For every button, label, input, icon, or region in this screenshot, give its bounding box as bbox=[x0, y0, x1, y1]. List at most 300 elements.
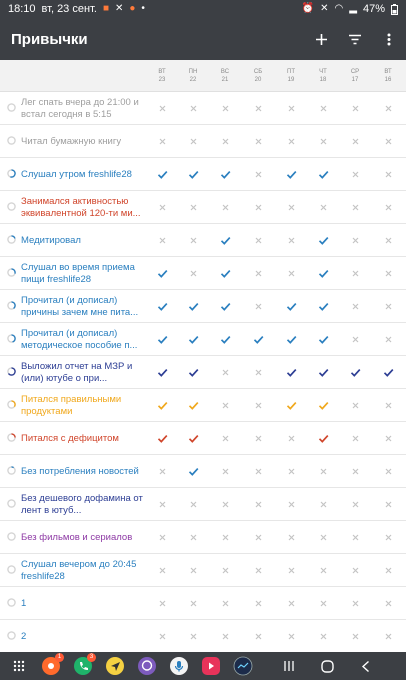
habit-row[interactable] bbox=[0, 389, 406, 422]
habit-check-done[interactable] bbox=[178, 367, 208, 378]
habit-row[interactable] bbox=[0, 521, 406, 554]
habit-check-missed[interactable] bbox=[340, 499, 370, 510]
cross-icon bbox=[350, 136, 361, 147]
cross-icon bbox=[188, 631, 199, 642]
navigation-bar bbox=[0, 652, 406, 680]
habit-check-missed[interactable] bbox=[373, 532, 403, 543]
habit-check-missed[interactable] bbox=[276, 433, 306, 444]
habit-check-missed[interactable] bbox=[340, 466, 370, 477]
habit-name[interactable] bbox=[21, 95, 146, 122]
habit-check-missed[interactable] bbox=[340, 565, 370, 576]
habit-score-ring-icon bbox=[7, 532, 16, 541]
habit-check-missed[interactable] bbox=[178, 532, 208, 543]
cross-icon bbox=[350, 103, 361, 114]
habit-check-missed[interactable] bbox=[308, 136, 338, 147]
cross-icon bbox=[286, 631, 297, 642]
habit-check-done[interactable] bbox=[178, 169, 208, 180]
check-icon bbox=[157, 367, 168, 378]
habit-name[interactable] bbox=[21, 524, 146, 551]
check-icon bbox=[286, 367, 297, 378]
cross-icon bbox=[286, 598, 297, 609]
habit-check-missed[interactable] bbox=[243, 433, 273, 444]
habit-check-missed[interactable] bbox=[147, 631, 177, 642]
recent-app-1[interactable] bbox=[38, 653, 64, 679]
check-icon bbox=[220, 334, 231, 345]
cross-icon bbox=[286, 466, 297, 477]
recent-app-6[interactable] bbox=[198, 653, 224, 679]
home-icon bbox=[321, 660, 334, 673]
habit-check-missed[interactable] bbox=[178, 598, 208, 609]
habit-check-missed[interactable] bbox=[340, 136, 370, 147]
habit-check-missed[interactable] bbox=[373, 268, 403, 279]
habit-name[interactable] bbox=[21, 128, 146, 155]
habit-check-missed[interactable] bbox=[340, 334, 370, 345]
habit-check-missed[interactable] bbox=[308, 598, 338, 609]
habit-check-done[interactable] bbox=[147, 169, 177, 180]
habit-name[interactable] bbox=[21, 491, 146, 518]
habit-check-done[interactable] bbox=[276, 169, 306, 180]
habit-check-missed[interactable] bbox=[210, 466, 240, 477]
habit-row[interactable] bbox=[0, 224, 406, 257]
habit-check-missed[interactable] bbox=[243, 598, 273, 609]
day-number: 22 bbox=[189, 77, 197, 83]
habit-check-missed[interactable] bbox=[178, 136, 208, 147]
habit-score-ring-icon bbox=[7, 400, 16, 409]
day-of-week: ВС bbox=[220, 69, 230, 75]
habit-check-done[interactable] bbox=[147, 334, 177, 345]
habit-row[interactable] bbox=[0, 488, 406, 521]
cross-icon bbox=[253, 433, 264, 444]
cross-icon bbox=[350, 169, 361, 180]
back-button[interactable] bbox=[346, 653, 384, 679]
habit-name[interactable] bbox=[21, 392, 146, 419]
check-icon bbox=[318, 433, 329, 444]
habit-row[interactable] bbox=[0, 125, 406, 158]
habit-name-text: Питался с дефицитом bbox=[21, 432, 119, 444]
cross-icon bbox=[157, 631, 168, 642]
habit-check-missed[interactable] bbox=[243, 499, 273, 510]
habit-check-done[interactable] bbox=[308, 367, 338, 378]
cross-icon bbox=[350, 499, 361, 510]
habit-check-missed[interactable] bbox=[308, 103, 338, 114]
habit-check-missed[interactable] bbox=[210, 499, 240, 510]
signal-icon: ▂ bbox=[349, 3, 357, 14]
day-column-header bbox=[178, 68, 208, 84]
habit-name[interactable] bbox=[21, 623, 146, 650]
habit-check-missed[interactable] bbox=[308, 631, 338, 642]
habit-check-missed[interactable] bbox=[210, 433, 240, 444]
habit-check-missed[interactable] bbox=[373, 433, 403, 444]
day-number: 23 bbox=[158, 77, 166, 83]
habit-check-done[interactable] bbox=[178, 400, 208, 411]
habit-check-missed[interactable] bbox=[373, 103, 403, 114]
habit-check-missed[interactable] bbox=[147, 103, 177, 114]
habit-row[interactable] bbox=[0, 422, 406, 455]
habit-score-ring-icon bbox=[7, 631, 16, 640]
habit-row[interactable] bbox=[0, 356, 406, 389]
habit-check-done[interactable] bbox=[210, 169, 240, 180]
habit-name[interactable] bbox=[21, 293, 146, 320]
habit-check-missed[interactable] bbox=[210, 400, 240, 411]
cross-icon bbox=[188, 598, 199, 609]
cross-icon bbox=[318, 631, 329, 642]
habit-check-missed[interactable] bbox=[210, 532, 240, 543]
habit-check-missed[interactable] bbox=[243, 268, 273, 279]
habit-check-done[interactable] bbox=[147, 367, 177, 378]
habit-check-missed[interactable] bbox=[373, 235, 403, 246]
recent-app-3[interactable] bbox=[102, 653, 128, 679]
viber-icon bbox=[137, 656, 157, 676]
day-of-week: ВТ bbox=[384, 69, 392, 75]
cross-icon bbox=[253, 631, 264, 642]
habit-check-missed[interactable] bbox=[373, 301, 403, 312]
habit-row[interactable] bbox=[0, 620, 406, 653]
cross-icon bbox=[350, 433, 361, 444]
habit-row[interactable] bbox=[0, 158, 406, 191]
habit-check-done[interactable] bbox=[308, 400, 338, 411]
cross-icon bbox=[157, 202, 168, 213]
habit-check-missed[interactable] bbox=[373, 499, 403, 510]
video-app-icon bbox=[201, 656, 221, 676]
cross-icon bbox=[383, 103, 394, 114]
app-badge: 3 bbox=[87, 653, 96, 662]
cross-icon bbox=[220, 103, 231, 114]
habit-name[interactable] bbox=[21, 359, 146, 386]
recent-app-7[interactable] bbox=[230, 653, 256, 679]
habit-name-text: Медитировал bbox=[21, 234, 81, 246]
habit-check-missed[interactable] bbox=[340, 169, 370, 180]
habit-check-missed[interactable] bbox=[373, 565, 403, 576]
habit-name[interactable] bbox=[21, 458, 146, 485]
habit-check-missed[interactable] bbox=[210, 631, 240, 642]
cross-icon bbox=[350, 466, 361, 477]
cross-icon bbox=[157, 499, 168, 510]
cross-icon bbox=[286, 532, 297, 543]
habit-check-missed[interactable] bbox=[243, 202, 273, 213]
habit-check-missed[interactable] bbox=[147, 565, 177, 576]
habit-name[interactable] bbox=[21, 161, 146, 188]
habit-check-missed[interactable] bbox=[147, 598, 177, 609]
check-icon bbox=[318, 400, 329, 411]
check-icon bbox=[188, 466, 199, 477]
habit-check-missed[interactable] bbox=[276, 235, 306, 246]
habit-check-missed[interactable] bbox=[340, 532, 370, 543]
habit-check-done[interactable] bbox=[308, 268, 338, 279]
cross-icon bbox=[383, 334, 394, 345]
habit-check-missed[interactable] bbox=[147, 499, 177, 510]
habit-check-done[interactable] bbox=[147, 268, 177, 279]
habit-check-missed[interactable] bbox=[178, 103, 208, 114]
habit-check-done[interactable] bbox=[178, 301, 208, 312]
habit-check-missed[interactable] bbox=[276, 598, 306, 609]
cross-icon bbox=[383, 565, 394, 576]
habit-check-done[interactable] bbox=[308, 169, 338, 180]
habit-check-missed[interactable] bbox=[243, 136, 273, 147]
check-icon bbox=[318, 334, 329, 345]
habit-name-text: Слушал вечером до 20:45 freshlife28 bbox=[21, 558, 137, 582]
habit-check-done[interactable] bbox=[373, 367, 403, 378]
cross-icon bbox=[318, 202, 329, 213]
habit-check-missed[interactable] bbox=[276, 565, 306, 576]
check-icon bbox=[318, 301, 329, 312]
habit-check-missed[interactable] bbox=[147, 202, 177, 213]
cross-icon bbox=[188, 202, 199, 213]
app-drawer-button[interactable] bbox=[6, 653, 32, 679]
habit-check-done[interactable] bbox=[308, 433, 338, 444]
cross-icon bbox=[383, 235, 394, 246]
habit-check-missed[interactable] bbox=[308, 466, 338, 477]
filter-button[interactable] bbox=[338, 22, 372, 56]
habit-check-missed[interactable] bbox=[147, 466, 177, 477]
habit-check-missed[interactable] bbox=[340, 202, 370, 213]
check-icon bbox=[188, 301, 199, 312]
check-icon bbox=[318, 268, 329, 279]
habit-score-ring-icon bbox=[7, 136, 16, 145]
cross-icon bbox=[188, 532, 199, 543]
day-number: 17 bbox=[351, 77, 359, 83]
habit-check-missed[interactable] bbox=[243, 631, 273, 642]
cross-icon bbox=[188, 565, 199, 576]
cross-icon bbox=[383, 268, 394, 279]
cross-icon bbox=[286, 433, 297, 444]
habit-check-missed[interactable] bbox=[243, 367, 273, 378]
habit-check-missed[interactable] bbox=[276, 136, 306, 147]
habit-check-missed[interactable] bbox=[276, 499, 306, 510]
habit-check-missed[interactable] bbox=[276, 202, 306, 213]
habit-check-done[interactable] bbox=[243, 334, 273, 345]
more-options-button[interactable] bbox=[372, 22, 406, 56]
habit-score-ring-icon bbox=[7, 367, 16, 376]
add-habit-button[interactable] bbox=[304, 22, 338, 56]
habit-check-missed[interactable] bbox=[178, 268, 208, 279]
cross-icon bbox=[253, 136, 264, 147]
habit-check-missed[interactable] bbox=[243, 466, 273, 477]
habit-check-done[interactable] bbox=[210, 334, 240, 345]
habit-row[interactable] bbox=[0, 257, 406, 290]
habit-score-ring-icon bbox=[7, 598, 16, 607]
habit-check-missed[interactable] bbox=[243, 235, 273, 246]
habit-check-missed[interactable] bbox=[373, 466, 403, 477]
habit-check-missed[interactable] bbox=[210, 598, 240, 609]
habit-check-missed[interactable] bbox=[340, 433, 370, 444]
cross-icon bbox=[286, 499, 297, 510]
habit-name-text: Слушал утром freshlife28 bbox=[21, 168, 132, 180]
recents-button[interactable] bbox=[270, 653, 308, 679]
habit-check-missed[interactable] bbox=[276, 103, 306, 114]
habit-check-missed[interactable] bbox=[340, 400, 370, 411]
habit-check-missed[interactable] bbox=[210, 103, 240, 114]
habit-check-done[interactable] bbox=[308, 235, 338, 246]
alarm-icon: ⏰ bbox=[301, 3, 315, 14]
day-of-week: ПТ bbox=[287, 69, 295, 75]
habit-check-missed[interactable] bbox=[210, 565, 240, 576]
cross-icon bbox=[188, 499, 199, 510]
habit-name-text: Выложил отчет на МЗР и (или) ютубе о при... bbox=[21, 360, 133, 384]
habit-row[interactable] bbox=[0, 92, 406, 125]
habit-score-ring-icon bbox=[7, 202, 16, 211]
check-icon bbox=[157, 268, 168, 279]
habit-row[interactable] bbox=[0, 455, 406, 488]
habit-check-missed[interactable] bbox=[178, 499, 208, 510]
habit-check-missed[interactable] bbox=[210, 367, 240, 378]
habit-score-ring-icon bbox=[7, 334, 16, 343]
day-number: 21 bbox=[221, 77, 229, 83]
habit-check-missed[interactable] bbox=[373, 202, 403, 213]
habit-check-missed[interactable] bbox=[276, 268, 306, 279]
habit-check-done[interactable] bbox=[210, 268, 240, 279]
days-header bbox=[0, 60, 406, 92]
recent-app-4[interactable] bbox=[134, 653, 160, 679]
habit-check-missed[interactable] bbox=[178, 202, 208, 213]
check-icon bbox=[286, 169, 297, 180]
habit-check-missed[interactable] bbox=[178, 631, 208, 642]
cross-icon bbox=[220, 631, 231, 642]
cross-icon bbox=[350, 598, 361, 609]
habit-name[interactable] bbox=[21, 194, 146, 221]
habit-row[interactable] bbox=[0, 323, 406, 356]
habit-check-missed[interactable] bbox=[340, 268, 370, 279]
habit-name-text: Занимался активностью эквивалентной 120-ти ми... bbox=[21, 195, 141, 219]
day-column-header bbox=[308, 68, 338, 84]
cross-icon bbox=[220, 466, 231, 477]
day-column-header bbox=[147, 68, 177, 84]
cross-icon bbox=[188, 136, 199, 147]
habit-check-missed[interactable] bbox=[243, 301, 273, 312]
habit-check-done[interactable] bbox=[308, 301, 338, 312]
habit-score-ring-icon bbox=[7, 499, 16, 508]
habit-check-done[interactable] bbox=[340, 367, 370, 378]
habit-check-missed[interactable] bbox=[308, 565, 338, 576]
cross-icon bbox=[253, 499, 264, 510]
habit-check-done[interactable] bbox=[147, 433, 177, 444]
wifi-icon: ◠ bbox=[334, 3, 344, 14]
habit-check-missed[interactable] bbox=[373, 400, 403, 411]
habit-check-missed[interactable] bbox=[210, 136, 240, 147]
habit-check-missed[interactable] bbox=[340, 598, 370, 609]
habit-check-missed[interactable] bbox=[243, 532, 273, 543]
battery-icon bbox=[391, 4, 398, 15]
habit-check-missed[interactable] bbox=[373, 334, 403, 345]
cross-icon bbox=[253, 235, 264, 246]
habit-check-done[interactable] bbox=[276, 301, 306, 312]
check-icon bbox=[350, 367, 361, 378]
habit-check-done[interactable] bbox=[178, 466, 208, 477]
check-icon bbox=[253, 334, 264, 345]
cross-icon bbox=[383, 169, 394, 180]
habit-check-done[interactable] bbox=[147, 400, 177, 411]
habit-check-missed[interactable] bbox=[373, 169, 403, 180]
habit-row[interactable] bbox=[0, 554, 406, 587]
habit-name[interactable] bbox=[21, 260, 146, 287]
check-icon bbox=[318, 367, 329, 378]
habit-name-text: Без потребления новостей bbox=[21, 465, 139, 477]
habit-check-missed[interactable] bbox=[276, 466, 306, 477]
cross-icon bbox=[318, 466, 329, 477]
habit-check-missed[interactable] bbox=[340, 235, 370, 246]
habit-name[interactable] bbox=[21, 326, 146, 353]
cross-icon bbox=[286, 202, 297, 213]
cross-icon bbox=[220, 202, 231, 213]
cross-icon bbox=[286, 268, 297, 279]
habit-check-missed[interactable] bbox=[308, 499, 338, 510]
habit-check-missed[interactable] bbox=[147, 136, 177, 147]
habit-name-text: 2 bbox=[21, 630, 27, 642]
status-date: вт, 23 сент. bbox=[41, 3, 97, 15]
app-badge: 1 bbox=[55, 653, 64, 662]
cross-icon bbox=[318, 103, 329, 114]
habit-check-done[interactable] bbox=[147, 301, 177, 312]
habit-check-missed[interactable] bbox=[243, 103, 273, 114]
habit-check-done[interactable] bbox=[308, 334, 338, 345]
habit-row[interactable] bbox=[0, 587, 406, 620]
habit-check-missed[interactable] bbox=[147, 532, 177, 543]
habit-check-done[interactable] bbox=[276, 400, 306, 411]
habit-check-missed[interactable] bbox=[373, 136, 403, 147]
cross-icon bbox=[253, 598, 264, 609]
habit-row[interactable] bbox=[0, 191, 406, 224]
cross-icon bbox=[157, 565, 168, 576]
habit-check-done[interactable] bbox=[276, 334, 306, 345]
habit-check-missed[interactable] bbox=[308, 202, 338, 213]
habit-check-missed[interactable] bbox=[276, 631, 306, 642]
cross-icon bbox=[188, 103, 199, 114]
habit-check-missed[interactable] bbox=[178, 565, 208, 576]
habit-check-missed[interactable] bbox=[373, 631, 403, 642]
cross-icon bbox=[286, 103, 297, 114]
recent-app-5[interactable] bbox=[166, 653, 192, 679]
cross-icon bbox=[383, 499, 394, 510]
habit-check-missed[interactable] bbox=[178, 235, 208, 246]
recent-app-2[interactable] bbox=[70, 653, 96, 679]
day-column-header bbox=[276, 68, 306, 84]
habit-check-missed[interactable] bbox=[243, 565, 273, 576]
habit-check-done[interactable] bbox=[276, 367, 306, 378]
habit-check-missed[interactable] bbox=[210, 202, 240, 213]
day-number: 18 bbox=[319, 77, 327, 83]
habit-check-missed[interactable] bbox=[147, 235, 177, 246]
cross-icon bbox=[157, 136, 168, 147]
habit-check-missed[interactable] bbox=[340, 103, 370, 114]
habit-check-missed[interactable] bbox=[340, 301, 370, 312]
habit-check-done[interactable] bbox=[178, 334, 208, 345]
habit-check-missed[interactable] bbox=[308, 532, 338, 543]
habit-check-missed[interactable] bbox=[243, 169, 273, 180]
habit-check-missed[interactable] bbox=[340, 631, 370, 642]
habit-check-done[interactable] bbox=[178, 433, 208, 444]
check-icon bbox=[188, 334, 199, 345]
home-button[interactable] bbox=[308, 653, 346, 679]
habit-name-text: Читал бумажную книгу bbox=[21, 135, 122, 147]
habit-check-done[interactable] bbox=[210, 235, 240, 246]
habit-name[interactable] bbox=[21, 557, 146, 584]
habit-check-missed[interactable] bbox=[373, 598, 403, 609]
check-icon bbox=[383, 367, 394, 378]
cross-icon bbox=[220, 400, 231, 411]
habit-name[interactable] bbox=[21, 425, 146, 452]
check-icon bbox=[157, 433, 168, 444]
cross-icon bbox=[157, 532, 168, 543]
notification-icon-3: ● bbox=[129, 3, 136, 14]
habit-check-missed[interactable] bbox=[276, 532, 306, 543]
habit-name[interactable] bbox=[21, 590, 146, 617]
day-number: 19 bbox=[287, 77, 295, 83]
habit-check-missed[interactable] bbox=[243, 400, 273, 411]
habit-check-done[interactable] bbox=[210, 301, 240, 312]
habit-row[interactable] bbox=[0, 290, 406, 323]
status-bar bbox=[0, 0, 406, 18]
habit-name[interactable] bbox=[21, 227, 146, 254]
habit-name-text: Без дешевого дофамина от лент в ютуб... bbox=[21, 492, 143, 516]
